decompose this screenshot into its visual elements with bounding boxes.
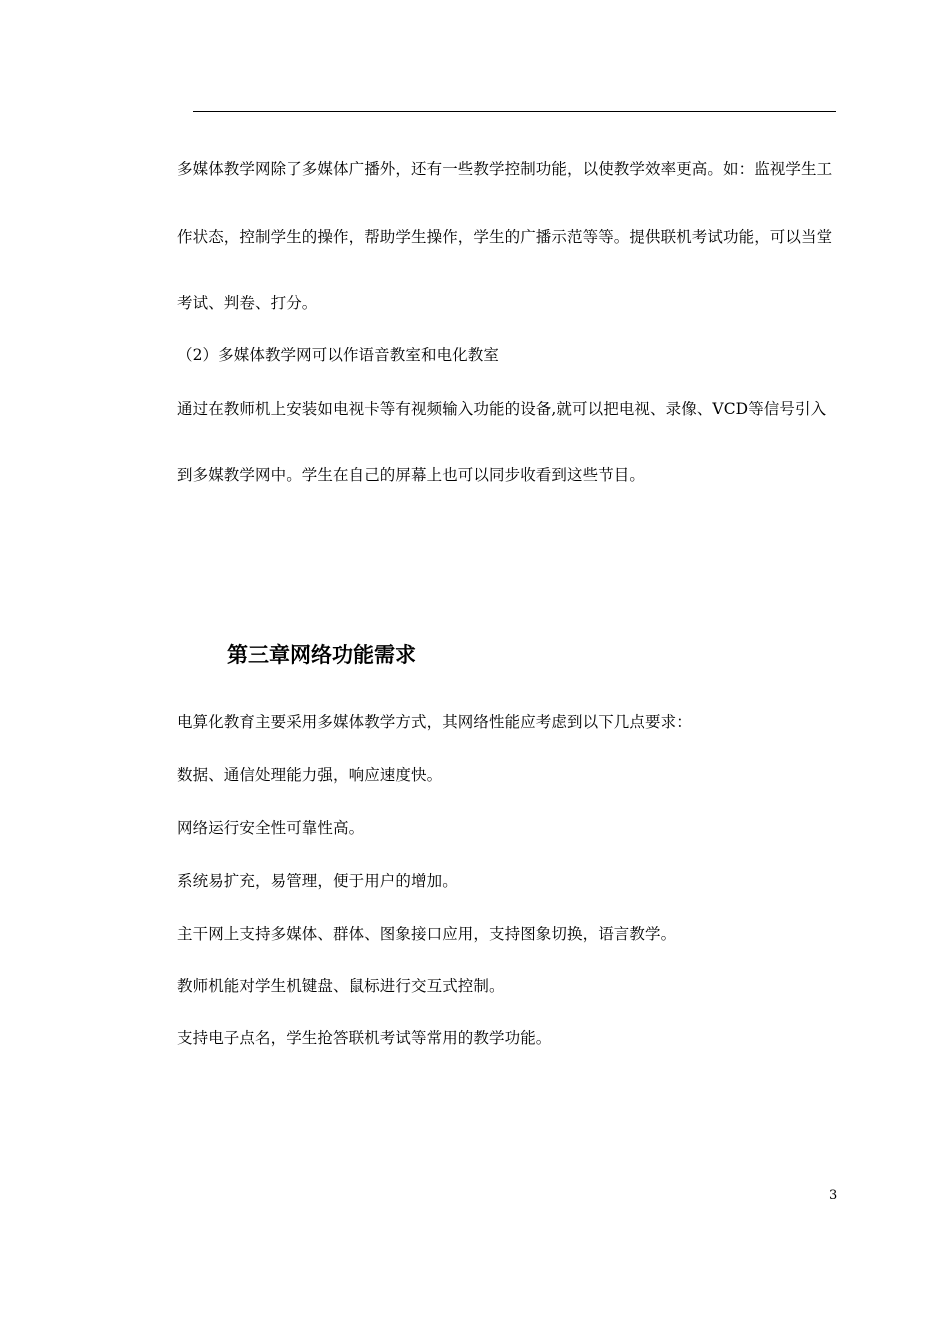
list-item: 主干网上支持多媒体、群体、图象接口应用，支持图象切换，语言教学。 [177,925,677,943]
section-subheading: （2）多媒体教学网可以作语音教室和电化教室 [177,346,499,364]
list-item: 系统易扩充，易管理，便于用户的增加。 [177,872,458,890]
chapter-heading: 第三章网络功能需求 [227,643,416,667]
list-item: 支持电子点名，学生抢答联机考试等常用的教学功能。 [177,1029,552,1047]
body-text-line: 通过在教师机上安装如电视卡等有视频输入功能的设备,就可以把电视、录像、VCD等信号引入 [177,400,827,418]
body-text-line: 作状态，控制学生的操作，帮助学生操作，学生的广播示范等等。提供联机考试功能，可以当堂 [177,228,833,246]
page-number: 3 [829,1188,838,1203]
list-item: 网络运行安全性可靠性高。 [177,819,365,837]
body-text-line: 多媒体教学网除了多媒体广播外，还有一些教学控制功能，以使教学效率更高。如：监视学生工 [177,160,833,178]
header-rule [193,111,836,112]
body-text-line: 考试、判卷、打分。 [177,294,318,312]
list-item: 数据、通信处理能力强，响应速度快。 [177,766,443,784]
body-text-line: 电算化教育主要采用多媒体教学方式，其网络性能应考虑到以下几点要求： [177,713,692,731]
list-item: 教师机能对学生机键盘、鼠标进行交互式控制。 [177,977,505,995]
body-text-line: 到多媒教学网中。学生在自己的屏幕上也可以同步收看到这些节目。 [177,466,646,484]
